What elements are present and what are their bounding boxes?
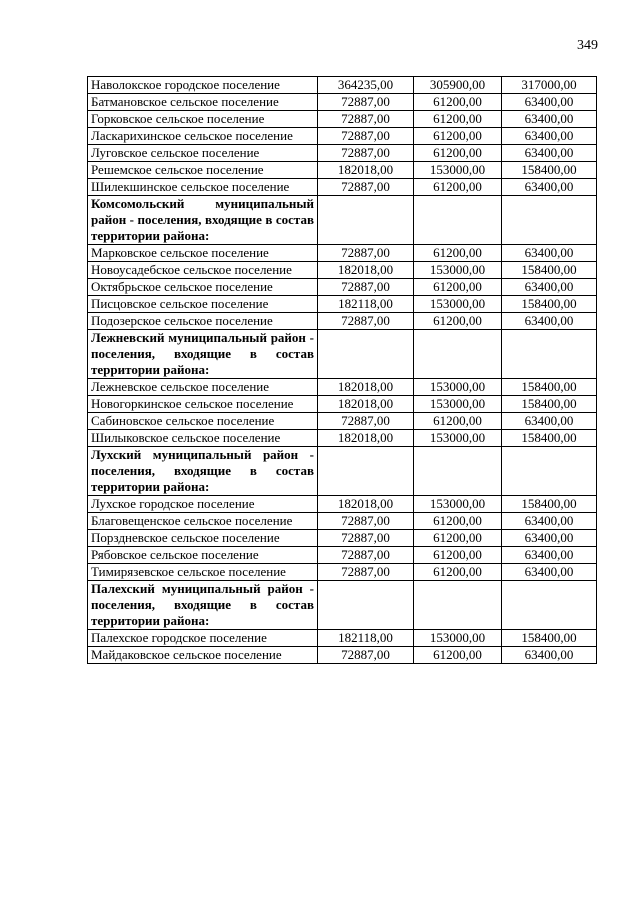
- settlement-name-cell: Палехское городское поселение: [88, 630, 318, 647]
- amount-cell-3: 63400,00: [502, 647, 597, 664]
- settlement-name-cell: Порздневское сельское поселение: [88, 530, 318, 547]
- settlement-name-cell: Тимирязевское сельское поселение: [88, 564, 318, 581]
- table-row: [88, 111, 597, 128]
- amount-cell-1: 182018,00: [318, 379, 414, 396]
- settlement-name-cell: Шилыковское сельское поселение: [88, 430, 318, 447]
- amount-cell-2: 153000,00: [414, 262, 502, 279]
- table-row: [88, 630, 597, 647]
- amount-cell-1: 182018,00: [318, 262, 414, 279]
- amount-cell-2: 305900,00: [414, 77, 502, 94]
- settlement-name-cell: Луговское сельское поселение: [88, 145, 318, 162]
- settlement-name-cell: Майдаковское сельское поселение: [88, 647, 318, 664]
- table-row: [88, 647, 597, 664]
- amount-cell-3: 158400,00: [502, 430, 597, 447]
- amount-cell-2: 61200,00: [414, 513, 502, 530]
- amount-cell-3: 63400,00: [502, 94, 597, 111]
- settlement-name-cell: Лухский муниципальный район - поселения, входящие в состав территории района:: [88, 447, 318, 496]
- amount-cell-2: 61200,00: [414, 647, 502, 664]
- amount-cell-2: 61200,00: [414, 94, 502, 111]
- settlement-name-cell: Шилекшинское сельское поселение: [88, 179, 318, 196]
- settlement-name-cell: Лежневский муниципальный район - поселения, входящие в состав территории района:: [88, 330, 318, 379]
- amount-cell-3: [502, 196, 597, 245]
- amount-cell-2: 61200,00: [414, 564, 502, 581]
- amount-cell-1: 72887,00: [318, 279, 414, 296]
- amount-cell-3: 63400,00: [502, 128, 597, 145]
- amount-cell-2: 153000,00: [414, 396, 502, 413]
- amount-cell-2: 153000,00: [414, 496, 502, 513]
- amount-cell-1: 72887,00: [318, 128, 414, 145]
- amount-cell-3: 63400,00: [502, 179, 597, 196]
- table-row: [88, 413, 597, 430]
- amount-cell-1: 182118,00: [318, 630, 414, 647]
- amount-cell-2: 61200,00: [414, 313, 502, 330]
- amount-cell-3: 317000,00: [502, 77, 597, 94]
- amount-cell-2: 61200,00: [414, 179, 502, 196]
- amount-cell-1: 72887,00: [318, 111, 414, 128]
- table-body: [88, 77, 597, 664]
- amount-cell-2: [414, 581, 502, 630]
- amount-cell-1: 72887,00: [318, 245, 414, 262]
- amount-cell-3: 158400,00: [502, 162, 597, 179]
- settlement-name-cell: Лухское городское поселение: [88, 496, 318, 513]
- amount-cell-2: 61200,00: [414, 530, 502, 547]
- amount-cell-1: [318, 447, 414, 496]
- amount-cell-2: 61200,00: [414, 279, 502, 296]
- settlement-name-cell: Горковское сельское поселение: [88, 111, 318, 128]
- amount-cell-1: 72887,00: [318, 647, 414, 664]
- settlement-name-cell: Палехский муниципальный район - поселения, входящие в состав территории района:: [88, 581, 318, 630]
- settlement-name-cell: Рябовское сельское поселение: [88, 547, 318, 564]
- section-header-row: [88, 581, 597, 630]
- table-row: [88, 262, 597, 279]
- table-row: [88, 564, 597, 581]
- table-row: [88, 94, 597, 111]
- amount-cell-3: [502, 330, 597, 379]
- amount-cell-1: 182018,00: [318, 430, 414, 447]
- amount-cell-2: [414, 330, 502, 379]
- table-row: [88, 279, 597, 296]
- amount-cell-3: 158400,00: [502, 396, 597, 413]
- table-row: [88, 530, 597, 547]
- amount-cell-1: [318, 196, 414, 245]
- settlement-name-cell: Писцовское сельское поселение: [88, 296, 318, 313]
- amount-cell-2: 61200,00: [414, 547, 502, 564]
- amount-cell-3: 63400,00: [502, 145, 597, 162]
- amount-cell-3: 63400,00: [502, 564, 597, 581]
- amount-cell-2: [414, 447, 502, 496]
- amount-cell-1: 72887,00: [318, 513, 414, 530]
- amount-cell-3: 63400,00: [502, 111, 597, 128]
- settlement-name-cell: Комсомольский муниципальный район - поселения, входящие в состав территории района:: [88, 196, 318, 245]
- amount-cell-2: 153000,00: [414, 630, 502, 647]
- settlement-name-cell: Ласкарихинское сельское поселение: [88, 128, 318, 145]
- amount-cell-1: 72887,00: [318, 413, 414, 430]
- amount-cell-2: 61200,00: [414, 145, 502, 162]
- amount-cell-1: 72887,00: [318, 547, 414, 564]
- settlement-name-cell: Сабиновское сельское поселение: [88, 413, 318, 430]
- settlement-name-cell: Октябрьское сельское поселение: [88, 279, 318, 296]
- amount-cell-1: 72887,00: [318, 179, 414, 196]
- table-row: [88, 379, 597, 396]
- amount-cell-1: 72887,00: [318, 145, 414, 162]
- amount-cell-2: 153000,00: [414, 379, 502, 396]
- amount-cell-3: 158400,00: [502, 296, 597, 313]
- table-row: [88, 313, 597, 330]
- table-row: [88, 496, 597, 513]
- table-row: [88, 128, 597, 145]
- amount-cell-3: [502, 581, 597, 630]
- section-header-row: [88, 447, 597, 496]
- table-row: [88, 179, 597, 196]
- amount-cell-3: 158400,00: [502, 630, 597, 647]
- amount-cell-3: 63400,00: [502, 413, 597, 430]
- amount-cell-3: 63400,00: [502, 245, 597, 262]
- amount-cell-2: 61200,00: [414, 413, 502, 430]
- amount-cell-1: 182018,00: [318, 496, 414, 513]
- table-row: [88, 296, 597, 313]
- amount-cell-3: 63400,00: [502, 313, 597, 330]
- amount-cell-1: 72887,00: [318, 94, 414, 111]
- settlement-name-cell: Новоусадебское сельское поселение: [88, 262, 318, 279]
- amount-cell-1: 72887,00: [318, 530, 414, 547]
- settlement-name-cell: Подозерское сельское поселение: [88, 313, 318, 330]
- amount-cell-3: 63400,00: [502, 547, 597, 564]
- section-header-row: [88, 330, 597, 379]
- amount-cell-3: 63400,00: [502, 513, 597, 530]
- amount-cell-1: [318, 330, 414, 379]
- settlement-name-cell: Новогоркинское сельское поселение: [88, 396, 318, 413]
- amount-cell-2: 61200,00: [414, 128, 502, 145]
- amount-cell-2: 61200,00: [414, 245, 502, 262]
- amount-cell-2: [414, 196, 502, 245]
- amount-cell-3: 63400,00: [502, 530, 597, 547]
- amount-cell-1: 72887,00: [318, 564, 414, 581]
- amount-cell-3: 63400,00: [502, 279, 597, 296]
- amount-cell-2: 153000,00: [414, 430, 502, 447]
- amount-cell-1: 364235,00: [318, 77, 414, 94]
- amount-cell-1: 182018,00: [318, 162, 414, 179]
- amount-cell-2: 153000,00: [414, 162, 502, 179]
- amount-cell-1: [318, 581, 414, 630]
- amount-cell-3: 158400,00: [502, 262, 597, 279]
- settlement-name-cell: Наволокское городское поселение: [88, 77, 318, 94]
- table-row: [88, 547, 597, 564]
- settlement-name-cell: Лежневское сельское поселение: [88, 379, 318, 396]
- amount-cell-2: 61200,00: [414, 111, 502, 128]
- amount-cell-1: 182018,00: [318, 396, 414, 413]
- amount-cell-3: 158400,00: [502, 379, 597, 396]
- table-row: [88, 77, 597, 94]
- table-row: [88, 396, 597, 413]
- amount-cell-3: 158400,00: [502, 496, 597, 513]
- budget-allocation-table: [87, 76, 597, 664]
- settlement-name-cell: Решемское сельское поселение: [88, 162, 318, 179]
- amount-cell-1: 182118,00: [318, 296, 414, 313]
- settlement-name-cell: Благовещенское сельское поселение: [88, 513, 318, 530]
- table-row: [88, 245, 597, 262]
- table-row: [88, 162, 597, 179]
- settlement-name-cell: Марковское сельское поселение: [88, 245, 318, 262]
- amount-cell-2: 153000,00: [414, 296, 502, 313]
- amount-cell-3: [502, 447, 597, 496]
- page-number: 349: [577, 38, 598, 53]
- table-row: [88, 430, 597, 447]
- table-row: [88, 145, 597, 162]
- settlement-name-cell: Батмановское сельское поселение: [88, 94, 318, 111]
- section-header-row: [88, 196, 597, 245]
- amount-cell-1: 72887,00: [318, 313, 414, 330]
- table-row: [88, 513, 597, 530]
